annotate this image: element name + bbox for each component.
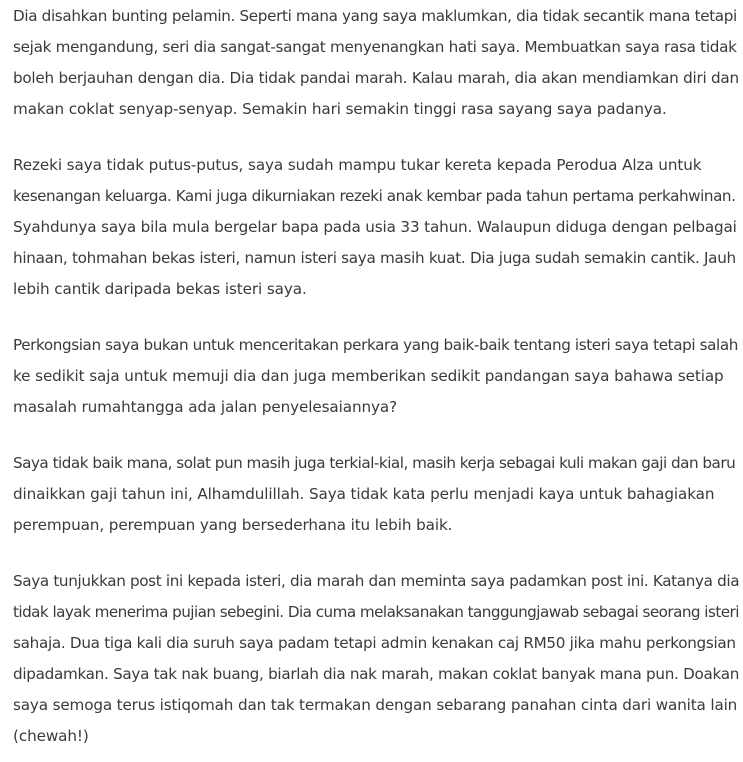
- paragraph-line: makan coklat senyap-senyap. Semakin hari semakin tinggi rasa sayang saya padanya.: [13, 100, 667, 118]
- paragraph-line: boleh berjauhan dengan dia. Dia tidak pandai marah. Kalau marah, dia akan mendiamkan diri dan: [13, 69, 739, 87]
- paragraph-line: sejak mengandung, seri dia sangat-sangat menyenangkan hati saya. Membuatkan saya rasa tidak: [13, 38, 737, 56]
- paragraph-line: Saya tidak baik mana, solat pun masih juga terkial-kial, masih kerja sebagai kuli makan gaji dan baru: [13, 454, 736, 472]
- paragraph-line: perempuan, perempuan yang bersederhana itu lebih baik.: [13, 516, 453, 534]
- paragraph-line: sahaja. Dua tiga kali dia suruh saya padam tetapi admin kenakan caj RM50 jika mahu perkongsian: [13, 634, 736, 652]
- article-body: [0, 1, 743, 752]
- paragraph-line: dinaikkan gaji tahun ini, Alhamdulillah. Saya tidak kata perlu menjadi kaya untuk bahagiakan: [13, 485, 715, 503]
- paragraph-line: saya semoga terus istiqomah dan tak termakan dengan sebarang panahan cinta dari wanita lain: [13, 696, 738, 714]
- paragraph-line: Syahdunya saya bila mula bergelar bapa pada usia 33 tahun. Walaupun diduga dengan pelbagai: [13, 218, 737, 236]
- paragraph-line: kesenangan keluarga. Kami juga dikurniakan rezeki anak kembar pada tahun pertama perkahwinan.: [13, 187, 736, 205]
- paragraph-line: Rezeki saya tidak putus-putus, saya sudah mampu tukar kereta kepada Perodua Alza untuk: [13, 156, 702, 174]
- paragraph-line: Perkongsian saya bukan untuk menceritakan perkara yang baik-baik tentang isteri saya tetapi salah: [13, 336, 738, 354]
- paragraph-line: hinaan, tohmahan bekas isteri, namun isteri saya masih kuat. Dia juga sudah semakin cantik. Jauh: [13, 249, 736, 267]
- paragraph-line: (chewah!): [13, 727, 89, 745]
- paragraph-3: [13, 330, 738, 423]
- paragraph-line: Saya tunjukkan post ini kepada isteri, dia marah dan meminta saya padamkan post ini. Katanya dia: [13, 572, 740, 590]
- paragraph-line: dipadamkan. Saya tak nak buang, biarlah dia nak marah, makan coklat banyak mana pun. Doakan: [13, 665, 740, 683]
- paragraph-1: [13, 1, 739, 125]
- paragraph-5: [13, 566, 740, 752]
- paragraph-2: [13, 150, 735, 305]
- paragraph-line: masalah rumahtangga ada jalan penyelesaiannya?: [13, 398, 398, 416]
- paragraph-line: tidak layak menerima pujian sebegini. Dia cuma melaksanakan tanggungjawab sebagai seorang isteri: [13, 603, 739, 621]
- paragraph-4: [13, 448, 735, 541]
- paragraph-line: Dia disahkan bunting pelamin. Seperti mana yang saya maklumkan, dia tidak secantik mana tetapi: [13, 7, 737, 25]
- paragraph-line: lebih cantik daripada bekas isteri saya.: [13, 280, 307, 298]
- paragraph-line: ke sedikit saja untuk memuji dia dan juga memberikan sedikit pandangan saya bahawa setiap: [13, 367, 724, 385]
